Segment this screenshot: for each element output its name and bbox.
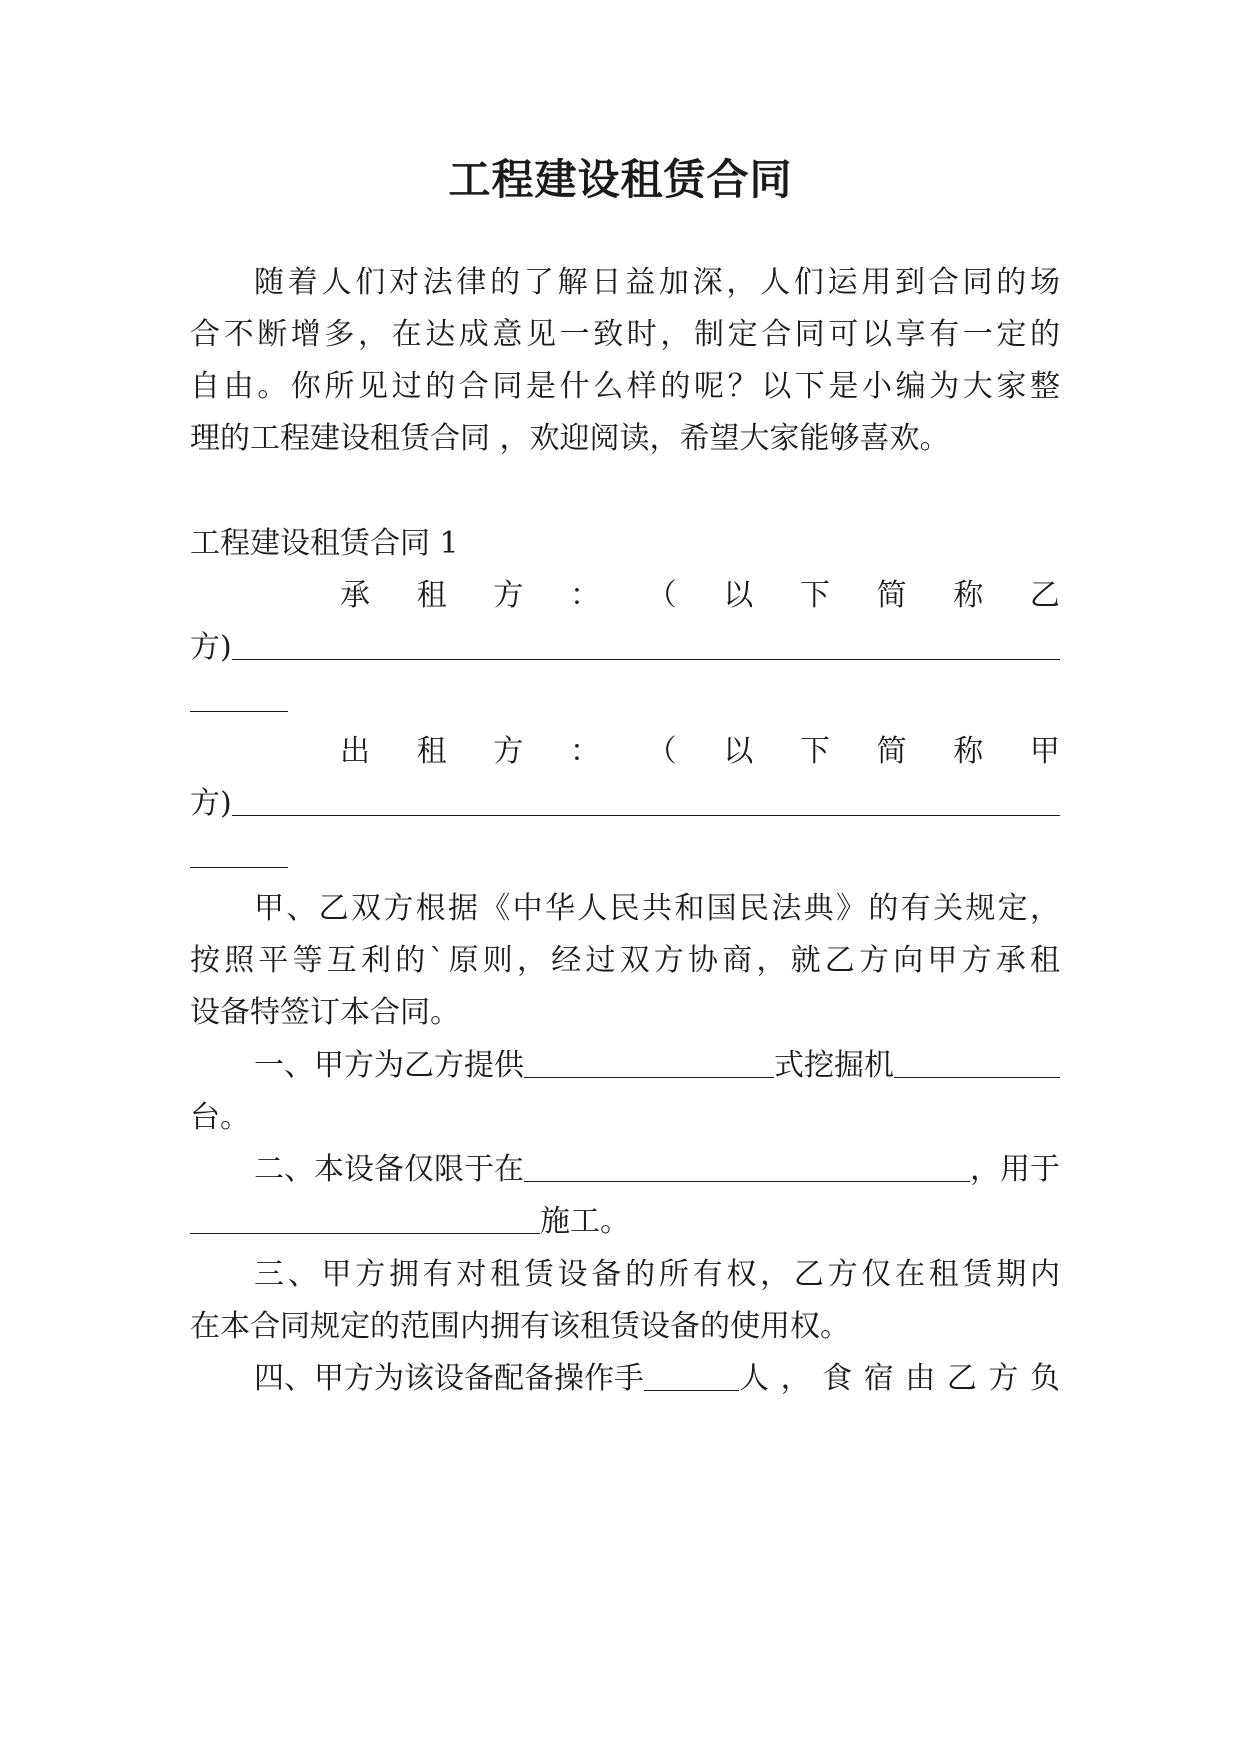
- clause-2-cont-line: [190, 1193, 1060, 1251]
- lessee-char: 承: [340, 578, 370, 613]
- site-location-blank: [524, 1141, 970, 1182]
- lessor-tail: 方): [190, 786, 232, 821]
- basis-line: 甲、乙双方根据《中华人民共和国民法典》的有关规定，: [254, 891, 1060, 926]
- excavator-type-blank: [524, 1037, 774, 1078]
- clause-2-line: [190, 1141, 1060, 1199]
- lessee-char: ：: [569, 578, 600, 613]
- intro-line: 随着人们对法律的了解日益加深，人们运用到合同的场: [254, 265, 1060, 300]
- lessor-name-blank: [190, 827, 288, 868]
- lessee-blank-line: [190, 619, 1060, 677]
- excavator-count-blank: [894, 1037, 1060, 1078]
- lessor-blank-line: [190, 775, 1060, 833]
- clause-2-end: 施工。: [540, 1204, 630, 1239]
- lessor-char: 以: [723, 734, 754, 769]
- lessor-char: 出: [340, 734, 370, 769]
- lessor-char: 租: [416, 734, 447, 769]
- lessee-char: （: [646, 578, 677, 613]
- lessee-char: 下: [799, 578, 830, 613]
- lessor-char: （: [646, 734, 677, 769]
- lessor-blank-continuation: [190, 827, 1060, 885]
- clause-2-prefix: 二、本设备仅限于在: [254, 1152, 524, 1187]
- clause-3-line: 三、甲方拥有对租赁设备的所有权，乙方仅在租赁期内: [254, 1257, 1060, 1292]
- lessor-label-line: [190, 723, 1060, 781]
- lessee-char: 乙: [1029, 578, 1060, 613]
- lessee-char: 以: [723, 578, 754, 613]
- construction-purpose-blank: [190, 1193, 540, 1234]
- lessee-name-blank: [232, 619, 1060, 660]
- clause-4-end: 人，食宿由乙方负: [739, 1361, 1060, 1396]
- section-heading: 工程建设租赁合同 1: [190, 526, 459, 561]
- lessee-blank-continuation: [190, 671, 1060, 729]
- clause-1-prefix: 一、甲方为乙方提供: [254, 1048, 524, 1083]
- clause-1-end: 台。: [190, 1100, 250, 1135]
- lessee-name-blank: [190, 671, 288, 712]
- intro-line: 理的工程建设租赁合同 ，欢迎阅读，希望大家能够喜欢。: [190, 421, 950, 456]
- lessor-char: 甲: [1029, 734, 1060, 769]
- lessee-char: 称: [953, 578, 984, 613]
- clause-4-prefix: 四、甲方为该设备配备操作手: [254, 1361, 644, 1396]
- lessee-char: 方: [493, 578, 524, 613]
- clause-3-line: 在本合同规定的范围内拥有该租赁设备的使用权。: [190, 1309, 850, 1344]
- lessee-label-line: [190, 567, 1060, 625]
- operator-count-blank: [644, 1350, 739, 1391]
- lessor-char: 称: [953, 734, 984, 769]
- clause-2-middle: ，用于: [970, 1152, 1060, 1187]
- document-title: 工程建设租赁合同: [448, 155, 793, 204]
- clause-1-line: [190, 1037, 1060, 1095]
- lessor-char: 方: [493, 734, 524, 769]
- intro-line: 合不断增多，在达成意见一致时，制定合同可以享有一定的: [190, 317, 1060, 352]
- lessor-char: ：: [569, 734, 600, 769]
- clause-4-line: [190, 1350, 1060, 1408]
- lessee-tail: 方): [190, 630, 232, 665]
- lessor-name-blank: [232, 775, 1060, 816]
- intro-line: 自由。你所见过的合同是什么样的呢？以下是小编为大家整: [190, 369, 1060, 404]
- lessee-char: 租: [416, 578, 447, 613]
- clause-1-middle: 式挖掘机: [774, 1048, 894, 1083]
- basis-line: 设备特签订本合同。: [190, 995, 460, 1030]
- lessee-char: 简: [876, 578, 907, 613]
- lessor-char: 下: [799, 734, 830, 769]
- lessor-char: 简: [876, 734, 907, 769]
- basis-line: 按照平等互利的`原则，经过双方协商，就乙方向甲方承租: [190, 943, 1060, 978]
